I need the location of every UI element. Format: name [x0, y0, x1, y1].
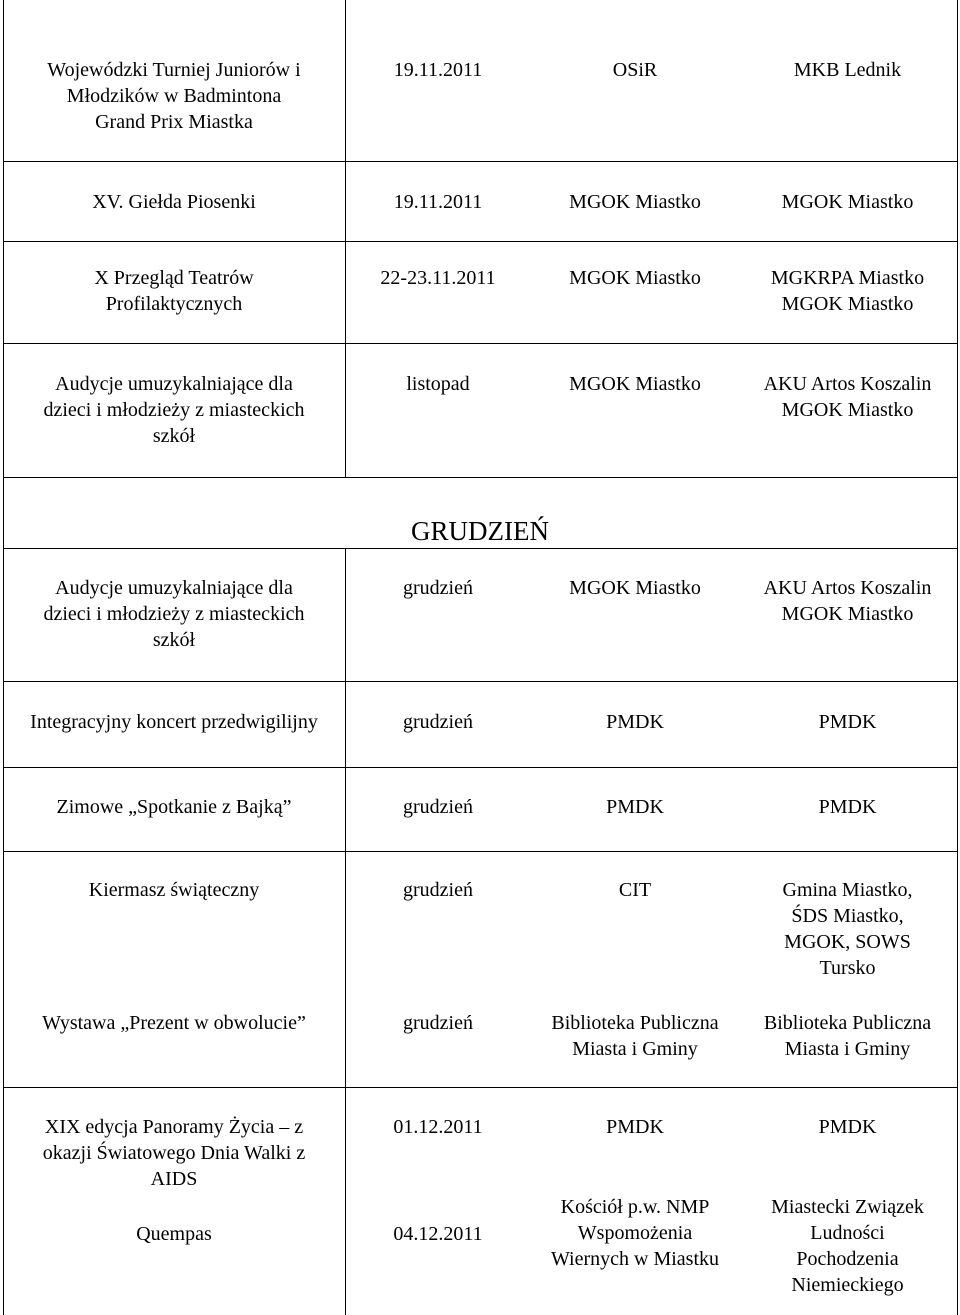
date-cell: 19.11.2011: [393, 191, 483, 213]
date-cell: 01.12.2011: [393, 1116, 483, 1138]
organizer-cell: PMDK: [818, 711, 877, 733]
date-cell: grudzień: [403, 1012, 473, 1034]
row-divider: [3, 767, 958, 768]
date-cell: 04.12.2011: [393, 1223, 483, 1245]
row-divider: [3, 241, 958, 242]
event-cell: Wystawa „Prezent w obwolucie”: [42, 1012, 306, 1034]
row-divider: [3, 477, 958, 478]
row-divider: [3, 681, 958, 682]
organizer-cell: AKU Artos Koszalin MGOK Miastko: [763, 577, 932, 625]
date-cell: 22-23.11.2011: [380, 267, 496, 289]
row-divider: [3, 548, 958, 549]
event-cell: Zimowe „Spotkanie z Bajką”: [56, 796, 292, 818]
date-cell: listopad: [406, 373, 470, 395]
venue-cell: MGOK Miastko: [569, 577, 701, 599]
event-cell: Kiermasz świąteczny: [88, 879, 260, 901]
event-cell: XV. Giełda Piosenki: [92, 191, 256, 213]
event-cell: Audycje umuzykalniające dla dzieci i młodzieży z miasteckich szkół: [43, 373, 305, 447]
table-border-right: [957, 0, 958, 1315]
event-cell: XIX edycja Panoramy Życia – z okazji Światowego Dnia Walki z AIDS: [42, 1116, 306, 1190]
venue-cell: PMDK: [606, 796, 664, 818]
venue-cell: MGOK Miastko: [569, 267, 701, 289]
date-cell: grudzień: [403, 711, 473, 733]
venue-cell: PMDK: [606, 711, 664, 733]
organizer-cell: MGKRPA Miastko MGOK Miastko: [770, 267, 925, 315]
event-cell: X Przegląd Teatrów Profilaktycznych: [94, 267, 254, 315]
date-cell: grudzień: [403, 796, 473, 818]
section-heading: GRUDZIEŃ: [411, 516, 549, 546]
venue-cell: MGOK Miastko: [569, 191, 701, 213]
row-divider: [3, 1087, 958, 1088]
venue-cell: CIT: [618, 879, 652, 901]
organizer-cell: MGOK Miastko: [781, 191, 914, 213]
column-divider-event: [345, 548, 346, 1315]
row-divider: [3, 851, 958, 852]
venue-cell: Biblioteka Publiczna Miasta i Gminy: [551, 1012, 719, 1060]
organizer-cell: MKB Lednik: [793, 59, 902, 81]
column-divider-event: [345, 0, 346, 478]
venue-cell: PMDK: [606, 1116, 664, 1138]
organizer-cell: Miastecki Związek Ludności Pochodzenia Niemieckiego: [771, 1196, 924, 1296]
date-cell: grudzień: [403, 879, 473, 901]
organizer-cell: Biblioteka Publiczna Miasta i Gminy: [763, 1012, 932, 1060]
date-cell: 19.11.2011: [393, 59, 483, 81]
event-cell: Integracyjny koncert przedwigilijny: [30, 711, 318, 733]
venue-cell: MGOK Miastko: [569, 373, 701, 395]
event-cell: Audycje umuzykalniające dla dzieci i młodzieży z miasteckich szkół: [43, 577, 305, 651]
venue-cell: OSiR: [612, 59, 658, 81]
organizer-cell: Gmina Miastko, ŚDS Miastko, MGOK, SOWS Tursko: [782, 879, 913, 979]
row-divider: [3, 161, 958, 162]
event-cell: Wojewódzki Turniej Juniorów i Młodzików w Badmintona Grand Prix Miastka: [47, 59, 301, 133]
row-divider: [3, 343, 958, 344]
venue-cell: Kościół p.w. NMP Wspomożenia Wiernych w Miastku: [550, 1196, 720, 1270]
date-cell: grudzień: [403, 577, 473, 599]
table-border-left: [3, 0, 4, 1315]
event-cell: Quempas: [136, 1223, 212, 1245]
organizer-cell: PMDK: [818, 796, 877, 818]
organizer-cell: PMDK: [818, 1116, 877, 1138]
organizer-cell: AKU Artos Koszalin MGOK Miastko: [763, 373, 932, 421]
